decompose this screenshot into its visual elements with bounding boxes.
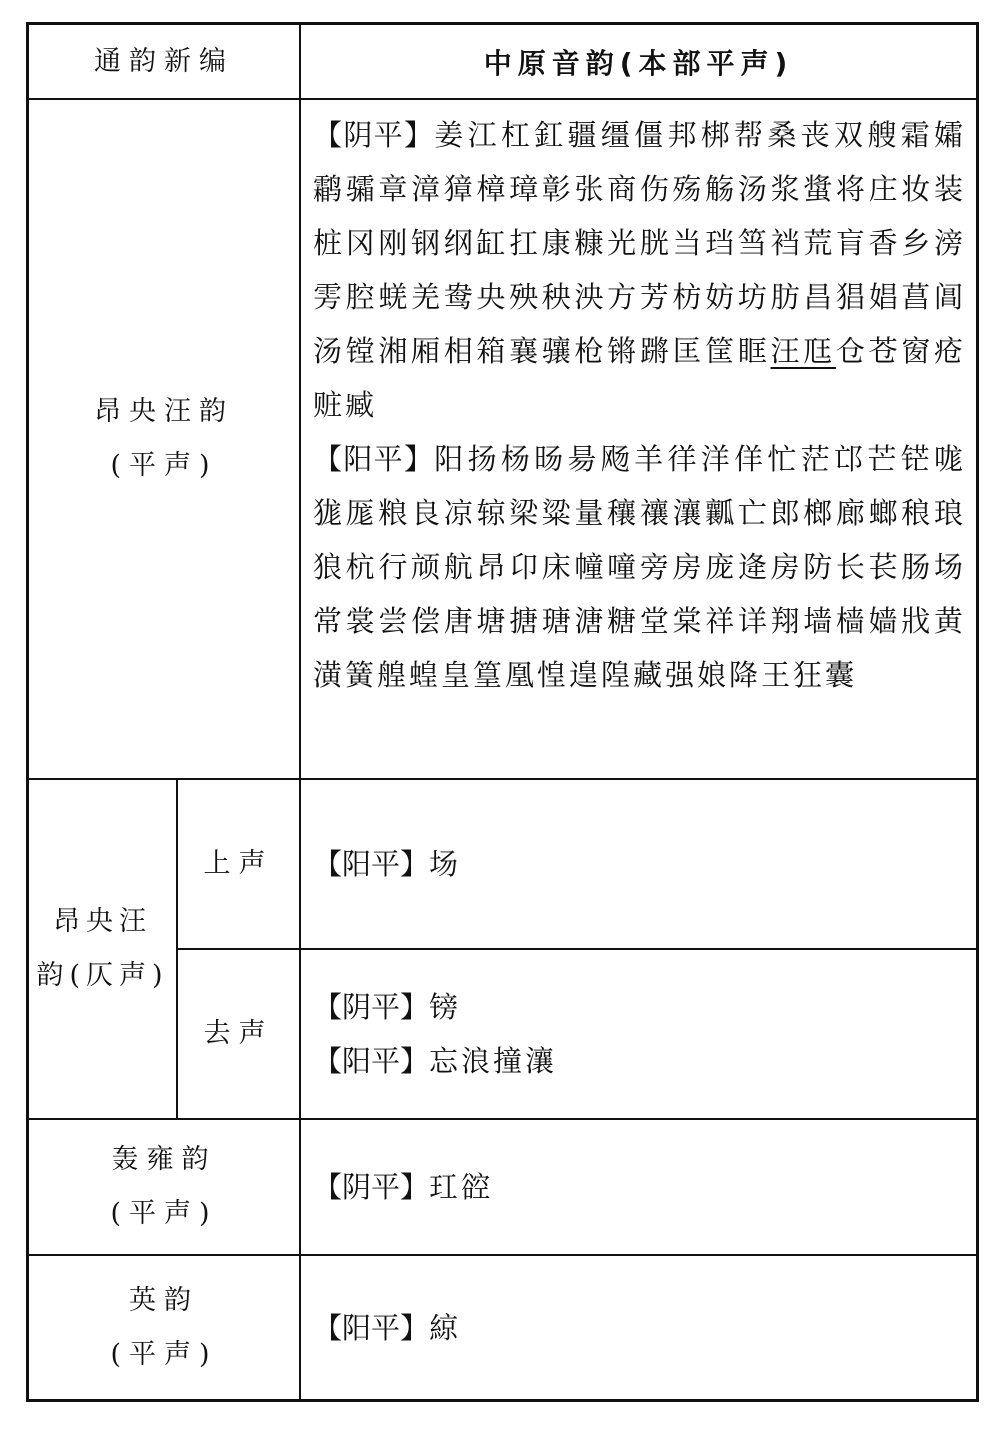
header-right-title: 中原音韵(本部平声) xyxy=(483,46,794,80)
rhyme-chars: 忘浪撞瀼 xyxy=(429,1044,558,1078)
rhyme-chars: 场 xyxy=(429,847,462,881)
rhyme-chars: 綡 xyxy=(429,1310,462,1345)
rhyme-chars: 姜江杠釭疆缰僵邦梆帮桑丧双艘霜孀鹴骦章漳獐樟璋彰张商伤殇觞汤浆螀将庄妆装桩冈刚钢纲缸扛康糠光胱当珰筜裆荒肓香乡滂雱腔蜣羌鸯央殃秧泱方芳枋妨坊肪昌猖娼菖阊汤镗湘厢相箱襄骧枪锵蹡匡筐眶 xyxy=(313,118,966,368)
tone-label-qu: 去声 xyxy=(203,1018,274,1049)
row1-label-cell xyxy=(29,100,299,778)
tone-label-shang: 上声 xyxy=(203,848,274,879)
tone-tag: 【阳平】 xyxy=(313,847,430,881)
row1-yinping-entry xyxy=(313,108,966,432)
row4-content-cell xyxy=(301,1256,976,1399)
row2-label-cell xyxy=(29,780,176,1118)
tone-tag: 【阴平】 xyxy=(313,118,435,152)
row3-label-cell xyxy=(29,1120,299,1254)
row1-label-line2: (平声) xyxy=(110,450,218,481)
row1-content-cell xyxy=(301,108,976,776)
tone-tag: 【阴平】 xyxy=(313,1170,430,1204)
row4-label-line2: (平声) xyxy=(110,1338,218,1370)
rhyme-chars: 镑 xyxy=(429,990,462,1024)
row2-sub2-content-cell xyxy=(301,950,976,1118)
underlined-chars: 汪尫 xyxy=(770,334,836,368)
tone-tag: 【阳平】 xyxy=(313,442,435,476)
row3-label-line1: 轰雍韵 xyxy=(111,1144,217,1175)
rhyme-chars: 玒谾 xyxy=(429,1170,494,1204)
rhyme-chars-tail: 仓苍窗疮赃臧 xyxy=(313,334,966,422)
row2-label-line2: 韵(仄声) xyxy=(36,960,169,991)
header-right-cell xyxy=(301,25,976,98)
rhyme-chars: 阳扬杨旸昜飏羊徉洋佯忙茫邙芒铓哤狵厖粮良凉辌梁粱量穰禳瀼瓤亡郎榔廊螂稂琅狼杭行颃航昂卬床幢噇旁房庞逄房防长苌肠场常裳尝偿唐塘搪瑭溏糖堂棠祥详翔墙樯嫱戕黄潢簧艎蝗皇篁凰惶遑隍藏强娘降王狂囊 xyxy=(313,442,966,692)
row4-yangping-entry xyxy=(313,1301,461,1355)
row4-label-cell xyxy=(29,1256,299,1399)
qu-yangping-entry xyxy=(313,1034,557,1088)
row2-sub1-content-cell xyxy=(301,780,976,948)
row2-sub1-label-cell xyxy=(178,780,299,948)
row4-label-line1: 英韵 xyxy=(128,1284,199,1316)
tone-tag: 【阳平】 xyxy=(313,1044,430,1078)
row1-label-line1: 昂央汪韵 xyxy=(94,396,234,427)
row3-yinping-entry xyxy=(313,1160,493,1214)
header-left-title: 通韵新编 xyxy=(94,45,234,77)
header-left-cell xyxy=(29,25,299,98)
qu-yinping-entry xyxy=(313,980,557,1034)
row2-sub2-label-cell xyxy=(178,950,299,1118)
shang-yangping-entry xyxy=(313,837,461,891)
row1-yangping-entry xyxy=(313,432,966,702)
row3-label-line2: (平声) xyxy=(110,1198,218,1229)
tone-tag: 【阳平】 xyxy=(313,1310,430,1345)
tone-tag: 【阴平】 xyxy=(313,990,430,1024)
row3-content-cell xyxy=(301,1120,976,1254)
row2-label-line1: 昂央汪 xyxy=(52,906,152,937)
